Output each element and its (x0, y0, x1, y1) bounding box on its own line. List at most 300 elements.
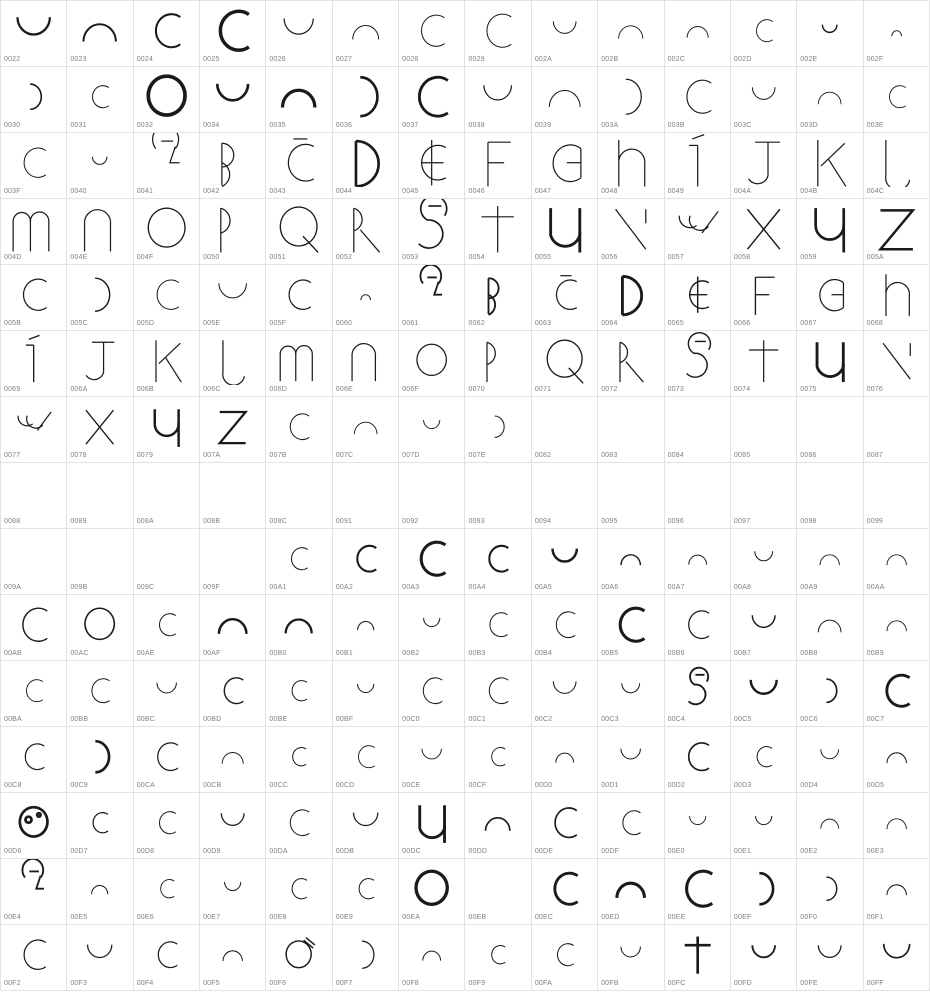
glyph-cell[interactable] (665, 199, 731, 265)
glyph-code-label: 00FA (534, 980, 552, 987)
glyph-cell[interactable] (532, 793, 598, 859)
glyph-code-label: 00C1 (468, 716, 487, 723)
glyph-cell[interactable] (731, 397, 797, 463)
glyph-cell[interactable] (864, 661, 930, 727)
glyph-code-label: 0093 (468, 518, 485, 525)
glyph-cell[interactable] (598, 331, 664, 397)
glyph-cell[interactable] (797, 661, 863, 727)
glyph-code-label: 0048 (601, 188, 618, 195)
glyph-code-label: 00B6 (667, 650, 685, 657)
glyph-cell[interactable] (465, 859, 531, 925)
glyph-cell[interactable] (731, 595, 797, 661)
glyph-cell[interactable] (200, 859, 266, 925)
glyph-cell[interactable] (532, 1, 598, 67)
glyph-code-label: 002E (800, 56, 818, 63)
glyph-cell[interactable] (465, 331, 531, 397)
glyph-code-label: 0049 (667, 188, 684, 195)
glyph-cell[interactable] (465, 1, 531, 67)
glyph-cell[interactable] (532, 67, 598, 133)
glyph-code-label: 00A4 (468, 584, 486, 591)
glyph-cell[interactable] (1, 1, 67, 67)
glyph-cell[interactable] (333, 133, 399, 199)
glyph-cell[interactable] (266, 595, 332, 661)
glyph-code-label: 00C0 (402, 716, 420, 723)
glyph-cell[interactable] (797, 1, 863, 67)
glyph-code-label: 007D (402, 452, 420, 459)
glyph-code-label: 00DB (335, 848, 355, 855)
glyph-code-label: 00E1 (733, 848, 752, 855)
glyph-cell[interactable] (200, 727, 266, 793)
glyph-cell[interactable] (532, 727, 598, 793)
glyph-cell[interactable] (731, 661, 797, 727)
glyph-cell[interactable] (333, 331, 399, 397)
glyph-code-label: 00EC (534, 914, 554, 921)
glyph-cell[interactable] (1, 661, 67, 727)
glyph-code-label: 00A7 (667, 584, 685, 591)
glyph-cell[interactable] (797, 265, 863, 331)
glyph-code-label: 008C (269, 518, 287, 525)
glyph-cell[interactable] (532, 397, 598, 463)
glyph-code-label: 0027 (335, 56, 353, 63)
glyph-cell[interactable] (67, 529, 133, 595)
glyph-code-label: 0057 (667, 254, 684, 261)
glyph-cell[interactable] (399, 331, 465, 397)
glyph-cell[interactable] (333, 727, 399, 793)
glyph-cell[interactable] (134, 661, 200, 727)
glyph-cell[interactable] (333, 661, 399, 727)
glyph-cell[interactable] (333, 595, 399, 661)
glyph-code-label: 0051 (269, 254, 286, 261)
glyph-cell[interactable] (200, 595, 266, 661)
glyph-cell[interactable] (731, 67, 797, 133)
glyph-cell[interactable] (797, 727, 863, 793)
glyph-code-label: 0086 (800, 452, 817, 459)
glyph-cell[interactable] (333, 397, 399, 463)
glyph-cell[interactable] (864, 595, 930, 661)
glyph-cell[interactable] (200, 265, 266, 331)
glyph-cell[interactable] (200, 1, 266, 67)
glyph-code-label: 005B (4, 320, 22, 327)
glyph-cell[interactable] (665, 265, 731, 331)
glyph-code-label: 0092 (402, 518, 419, 525)
glyph-cell[interactable] (598, 727, 664, 793)
glyph-cell[interactable] (200, 331, 266, 397)
glyph-code-label: 002F (866, 56, 884, 63)
glyph-code-label: 004F (136, 254, 154, 261)
glyph-cell[interactable] (333, 1, 399, 67)
glyph-cell[interactable] (67, 397, 133, 463)
glyph-code-label: 0044 (335, 188, 353, 195)
glyph-code-label: 00C4 (667, 716, 686, 723)
glyph-cell[interactable] (67, 1, 133, 67)
glyph-code-label: 00DD (468, 848, 488, 855)
glyph-cell[interactable] (67, 463, 133, 529)
glyph-cell[interactable] (864, 925, 930, 991)
glyph-code-label: 00EA (402, 914, 421, 921)
glyph-cell[interactable] (598, 1, 664, 67)
glyph-cell[interactable] (1, 595, 67, 661)
glyph-cell[interactable] (266, 67, 332, 133)
glyph-cell[interactable] (67, 67, 133, 133)
glyph-code-label: 004D (4, 254, 22, 261)
glyph-code-label: 00F5 (203, 980, 220, 987)
glyph-code-label: 0032 (136, 122, 154, 129)
glyph-cell[interactable] (200, 133, 266, 199)
glyph-cell[interactable] (864, 397, 930, 463)
glyph-code-label: 003D (800, 122, 818, 129)
glyph-cell[interactable] (665, 397, 731, 463)
glyph-code-label: 00B9 (866, 650, 884, 657)
glyph-cell[interactable] (1, 925, 67, 991)
glyph-code-label: 0095 (601, 518, 618, 525)
glyph-cell[interactable] (797, 133, 863, 199)
glyph-cell[interactable] (731, 199, 797, 265)
glyph-cell[interactable] (665, 595, 731, 661)
glyph-cell[interactable] (399, 265, 465, 331)
glyph-code-label: 008B (203, 518, 221, 525)
glyph-cell[interactable] (399, 661, 465, 727)
glyph-cell[interactable] (67, 595, 133, 661)
glyph-cell[interactable] (532, 595, 598, 661)
glyph-cell[interactable] (532, 463, 598, 529)
glyph-cell[interactable] (200, 529, 266, 595)
glyph-cell[interactable] (598, 199, 664, 265)
glyph-cell[interactable] (465, 397, 531, 463)
glyph-cell[interactable] (1, 265, 67, 331)
glyph-cell[interactable] (333, 793, 399, 859)
glyph-cell[interactable] (864, 331, 930, 397)
glyph-cell[interactable] (399, 67, 465, 133)
glyph-cell[interactable] (399, 529, 465, 595)
glyph-cell[interactable] (797, 67, 863, 133)
glyph-cell[interactable] (67, 199, 133, 265)
glyph-cell[interactable] (67, 925, 133, 991)
glyph-code-label: 00D6 (4, 848, 22, 855)
glyph-cell[interactable] (864, 463, 930, 529)
glyph-code-label: 00CE (402, 782, 421, 789)
glyph-cell[interactable] (797, 463, 863, 529)
glyph-cell[interactable] (665, 727, 731, 793)
glyph-cell[interactable] (134, 727, 200, 793)
glyph-code-label: 00EE (667, 914, 686, 921)
glyph-cell[interactable] (134, 859, 200, 925)
glyph-cell[interactable] (333, 265, 399, 331)
glyph-cell[interactable] (532, 331, 598, 397)
glyph-cell[interactable] (864, 265, 930, 331)
glyph-cell[interactable] (665, 463, 731, 529)
glyph-cell[interactable] (797, 199, 863, 265)
glyph-cell[interactable] (797, 397, 863, 463)
glyph-cell[interactable] (532, 661, 598, 727)
glyph-cell[interactable] (67, 265, 133, 331)
glyph-cell[interactable] (797, 331, 863, 397)
glyph-cell[interactable] (731, 529, 797, 595)
glyph-cell[interactable] (399, 859, 465, 925)
glyph-code-label: 00FB (601, 980, 619, 987)
glyph-cell[interactable] (266, 925, 332, 991)
glyph-cell[interactable] (399, 199, 465, 265)
glyph-code-label: 0062 (468, 320, 485, 327)
glyph-cell[interactable] (598, 859, 664, 925)
glyph-code-label: 007E (468, 452, 486, 459)
glyph-cell[interactable] (266, 1, 332, 67)
glyph-code-label: 004A (733, 188, 752, 195)
glyph-code-label: 006D (269, 386, 287, 393)
glyph-cell[interactable] (399, 925, 465, 991)
glyph-cell[interactable] (266, 331, 332, 397)
glyph-code-label: 00C5 (733, 716, 752, 723)
glyph-cell[interactable] (598, 925, 664, 991)
glyph-cell[interactable] (1, 727, 67, 793)
glyph-cell[interactable] (1, 529, 67, 595)
glyph-cell[interactable] (797, 925, 863, 991)
glyph-cell[interactable] (532, 133, 598, 199)
glyph-cell[interactable] (598, 133, 664, 199)
glyph-cell[interactable] (67, 727, 133, 793)
glyph-code-label: 008A (136, 518, 154, 525)
glyph-cell[interactable] (665, 331, 731, 397)
glyph-cell[interactable] (134, 463, 200, 529)
glyph-cell[interactable] (1, 793, 67, 859)
glyph-code-label: 0023 (70, 56, 87, 63)
glyph-code-label: 0022 (4, 56, 21, 63)
glyph-code-label: 006F (402, 386, 419, 393)
glyph-cell[interactable] (465, 133, 531, 199)
glyph-code-label: 006C (203, 386, 221, 393)
glyph-cell[interactable] (665, 529, 731, 595)
glyph-code-label: 0034 (203, 122, 220, 129)
glyph-cell[interactable] (1, 397, 67, 463)
glyph-cell[interactable] (266, 199, 332, 265)
glyph-code-label: 0063 (534, 320, 552, 327)
glyph-cell[interactable] (333, 199, 399, 265)
glyph-cell[interactable] (134, 397, 200, 463)
glyph-cell[interactable] (266, 397, 332, 463)
glyph-cell[interactable] (266, 793, 332, 859)
glyph-cell[interactable] (465, 199, 531, 265)
glyph-cell[interactable] (797, 793, 863, 859)
glyph-cell[interactable] (465, 265, 531, 331)
glyph-cell[interactable] (134, 925, 200, 991)
glyph-cell[interactable] (266, 463, 332, 529)
glyph-code-label: 00BF (335, 716, 354, 723)
glyph-cell[interactable] (200, 793, 266, 859)
glyph-code-label: 00E5 (70, 914, 88, 921)
glyph-cell[interactable] (200, 925, 266, 991)
glyph-code-label: 0058 (733, 254, 751, 261)
glyph-cell[interactable] (665, 793, 731, 859)
glyph-cell[interactable] (532, 265, 598, 331)
glyph-cell[interactable] (598, 529, 664, 595)
glyph-cell[interactable] (598, 595, 664, 661)
glyph-cell[interactable] (665, 67, 731, 133)
glyph-cell[interactable] (266, 661, 332, 727)
glyph-code-label: 009F (203, 584, 220, 591)
glyph-code-label: 00F1 (866, 914, 884, 921)
glyph-cell[interactable] (864, 67, 930, 133)
glyph-cell[interactable] (1, 331, 67, 397)
glyph-cell[interactable] (864, 859, 930, 925)
glyph-cell[interactable] (134, 529, 200, 595)
glyph-cell[interactable] (465, 793, 531, 859)
glyph-code-label: 00AE (136, 650, 155, 657)
glyph-cell[interactable] (598, 661, 664, 727)
glyph-cell[interactable] (465, 463, 531, 529)
glyph-cell[interactable] (200, 67, 266, 133)
glyph-cell[interactable] (134, 133, 200, 199)
glyph-cell[interactable] (598, 463, 664, 529)
glyph-cell[interactable] (266, 529, 332, 595)
glyph-cell[interactable] (532, 925, 598, 991)
glyph-cell[interactable] (797, 529, 863, 595)
glyph-cell[interactable] (67, 661, 133, 727)
glyph-code-label: 002D (733, 56, 752, 63)
glyph-cell[interactable] (665, 859, 731, 925)
glyph-cell[interactable] (598, 265, 664, 331)
glyph-cell[interactable] (731, 133, 797, 199)
glyph-cell[interactable] (465, 925, 531, 991)
glyph-code-label: 003C (733, 122, 752, 129)
glyph-cell[interactable] (864, 529, 930, 595)
glyph-cell[interactable] (333, 529, 399, 595)
glyph-code-label: 00CB (203, 782, 222, 789)
glyph-code-label: 0054 (468, 254, 485, 261)
glyph-code-label: 00A8 (733, 584, 752, 591)
glyph-code-label: 00CA (136, 782, 156, 789)
glyph-code-label: 0043 (269, 188, 286, 195)
glyph-code-label: 004E (70, 254, 88, 261)
glyph-cell[interactable] (465, 67, 531, 133)
glyph-cell[interactable] (598, 67, 664, 133)
glyph-cell[interactable] (399, 595, 465, 661)
glyph-code-label: 00E8 (269, 914, 287, 921)
glyph-code-label: 00D3 (733, 782, 752, 789)
glyph-code-label: 00E3 (866, 848, 884, 855)
glyph-code-label: 003A (601, 122, 619, 129)
glyph-cell[interactable] (731, 859, 797, 925)
glyph-code-label: 007C (335, 452, 354, 459)
glyph-cell[interactable] (200, 199, 266, 265)
glyph-cell[interactable] (731, 331, 797, 397)
glyph-cell[interactable] (67, 859, 133, 925)
glyph-cell[interactable] (266, 133, 332, 199)
glyph-cell[interactable] (266, 859, 332, 925)
glyph-cell[interactable] (333, 463, 399, 529)
glyph-cell[interactable] (665, 133, 731, 199)
glyph-cell[interactable] (731, 265, 797, 331)
glyph-cell[interactable] (797, 859, 863, 925)
glyph-code-label: 00E7 (203, 914, 221, 921)
glyph-cell[interactable] (134, 595, 200, 661)
glyph-cell[interactable] (1, 199, 67, 265)
glyph-cell[interactable] (67, 331, 133, 397)
glyph-cell[interactable] (266, 265, 332, 331)
glyph-cell[interactable] (266, 727, 332, 793)
glyph-code-label: 00F2 (4, 980, 21, 987)
glyph-cell[interactable] (399, 1, 465, 67)
glyph-cell[interactable] (731, 925, 797, 991)
glyph-code-label: 00EF (733, 914, 752, 921)
glyph-cell[interactable] (134, 331, 200, 397)
glyph-code-label: 0091 (335, 518, 353, 525)
glyph-cell[interactable] (1, 859, 67, 925)
glyph-cell[interactable] (399, 133, 465, 199)
glyph-cell[interactable] (333, 859, 399, 925)
glyph-code-label: 0031 (70, 122, 87, 129)
glyph-cell[interactable] (134, 1, 200, 67)
glyph-cell[interactable] (134, 199, 200, 265)
glyph-cell[interactable] (399, 397, 465, 463)
glyph-cell[interactable] (134, 67, 200, 133)
glyph-cell[interactable] (532, 199, 598, 265)
glyph-code-label: 0052 (335, 254, 353, 261)
glyph-cell[interactable] (532, 859, 598, 925)
glyph-code-label: 005C (70, 320, 88, 327)
glyph-cell[interactable] (333, 67, 399, 133)
glyph-code-label: 0083 (601, 452, 618, 459)
glyph-code-label: 00AB (4, 650, 22, 657)
glyph-cell[interactable] (532, 529, 598, 595)
glyph-cell[interactable] (1, 67, 67, 133)
glyph-cell[interactable] (1, 133, 67, 199)
glyph-cell[interactable] (200, 661, 266, 727)
glyph-cell[interactable] (399, 463, 465, 529)
glyph-cell[interactable] (665, 1, 731, 67)
glyph-code-label: 0070 (468, 386, 485, 393)
glyph-code-label: 00D0 (534, 782, 553, 789)
glyph-code-label: 0040 (70, 188, 87, 195)
glyph-cell[interactable] (797, 595, 863, 661)
glyph-code-label: 00D5 (866, 782, 885, 789)
glyph-cell[interactable] (731, 463, 797, 529)
glyph-cell[interactable] (731, 1, 797, 67)
glyph-code-label: 00BD (203, 716, 222, 723)
glyph-cell[interactable] (200, 463, 266, 529)
glyph-cell[interactable] (864, 793, 930, 859)
glyph-code-label: 009B (70, 584, 88, 591)
glyph-cell[interactable] (864, 1, 930, 67)
glyph-cell[interactable] (864, 199, 930, 265)
glyph-cell[interactable] (67, 793, 133, 859)
glyph-cell[interactable] (864, 133, 930, 199)
glyph-code-label: 00B8 (800, 650, 818, 657)
glyph-code-label: 00F7 (335, 980, 353, 987)
glyph-cell[interactable] (200, 397, 266, 463)
glyph-cell[interactable] (399, 727, 465, 793)
glyph-cell[interactable] (465, 727, 531, 793)
glyph-cell[interactable] (465, 529, 531, 595)
glyph-cell[interactable] (731, 793, 797, 859)
glyph-cell[interactable] (399, 793, 465, 859)
glyph-cell[interactable] (864, 727, 930, 793)
glyph-cell[interactable] (598, 793, 664, 859)
glyph-code-label: 0041 (136, 188, 154, 195)
glyph-cell[interactable] (598, 397, 664, 463)
glyph-code-label: 0085 (733, 452, 751, 459)
glyph-cell[interactable] (665, 661, 731, 727)
glyph-cell[interactable] (665, 925, 731, 991)
glyph-cell[interactable] (333, 925, 399, 991)
glyph-code-label: 0050 (203, 254, 220, 261)
glyph-cell[interactable] (134, 793, 200, 859)
glyph-cell[interactable] (465, 595, 531, 661)
glyph-cell[interactable] (134, 265, 200, 331)
glyph-code-label: 005F (269, 320, 287, 327)
glyph-cell[interactable] (465, 661, 531, 727)
glyph-cell[interactable] (67, 133, 133, 199)
glyph-cell[interactable] (1, 463, 67, 529)
glyph-cell[interactable] (731, 727, 797, 793)
